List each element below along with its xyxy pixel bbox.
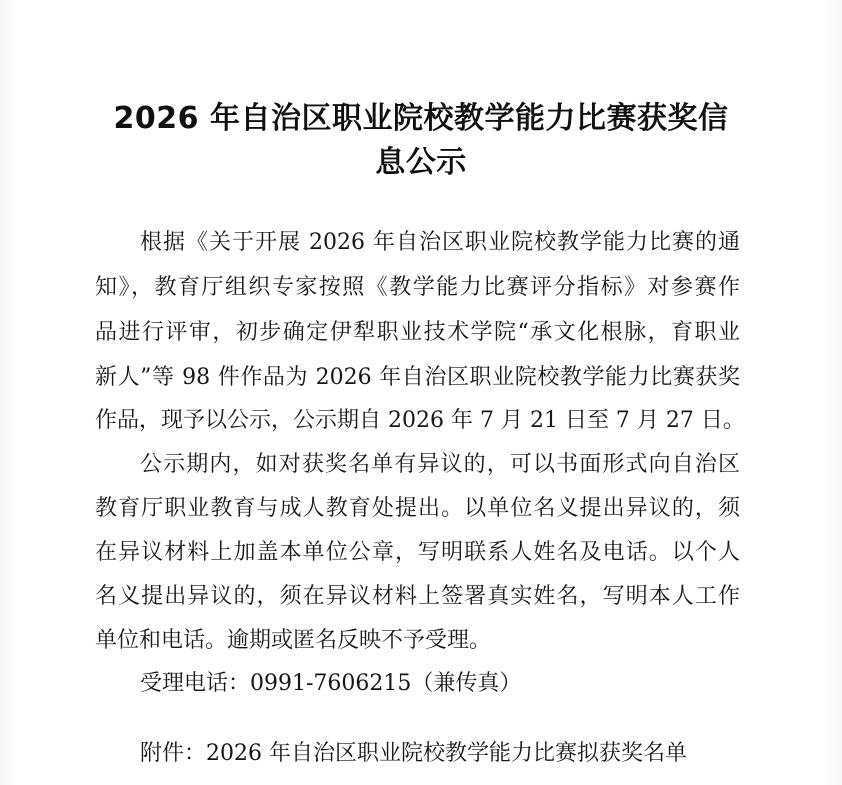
contact-phone: 受理电话：0991-7606215（兼传真） bbox=[140, 671, 522, 696]
document-title-line-2: 息公示 bbox=[375, 145, 467, 180]
paragraph-2-line-4: 名义提出异议的，须在异议材料上签署真实姓名，写明本人工作 bbox=[95, 584, 740, 609]
document-title-line-1: 2026 年自治区职业院校教学能力比赛获奖信 bbox=[113, 101, 729, 136]
paragraph-1-line-3: 品进行评审，初步确定伊犁职业技术学院“承文化根脉，育职业 bbox=[95, 320, 740, 345]
paragraph-2-line-3: 在异议材料上加盖本单位公章，写明联系人姓名及电话。以个人 bbox=[95, 540, 740, 565]
paragraph-1-line-1: 根据《关于开展 2026 年自治区职业院校教学能力比赛的通 bbox=[140, 230, 740, 255]
paragraph-1-line-5: 作品，现予以公示，公示期自 2026 年 7 月 21 日至 7 月 27 日。 bbox=[95, 408, 745, 433]
paragraph-2-line-2: 教育厅职业教育与成人教育处提出。以单位名义提出异议的，须 bbox=[95, 496, 740, 521]
attachment-note: 附件：2026 年自治区职业院校教学能力比赛拟获奖名单 bbox=[140, 741, 687, 766]
paragraph-1-line-2: 知》，教育厅组织专家按照《教学能力比赛评分指标》对参赛作 bbox=[95, 275, 740, 300]
paragraph-2-line-1: 公示期内，如对获奖名单有异议的，可以书面形式向自治区 bbox=[140, 452, 740, 477]
paragraph-2-line-5: 单位和电话。逾期或匿名反映不予受理。 bbox=[95, 628, 492, 653]
paragraph-1-line-4: 新人”等 98 件作品为 2026 年自治区职业院校教学能力比赛获奖 bbox=[95, 365, 740, 390]
